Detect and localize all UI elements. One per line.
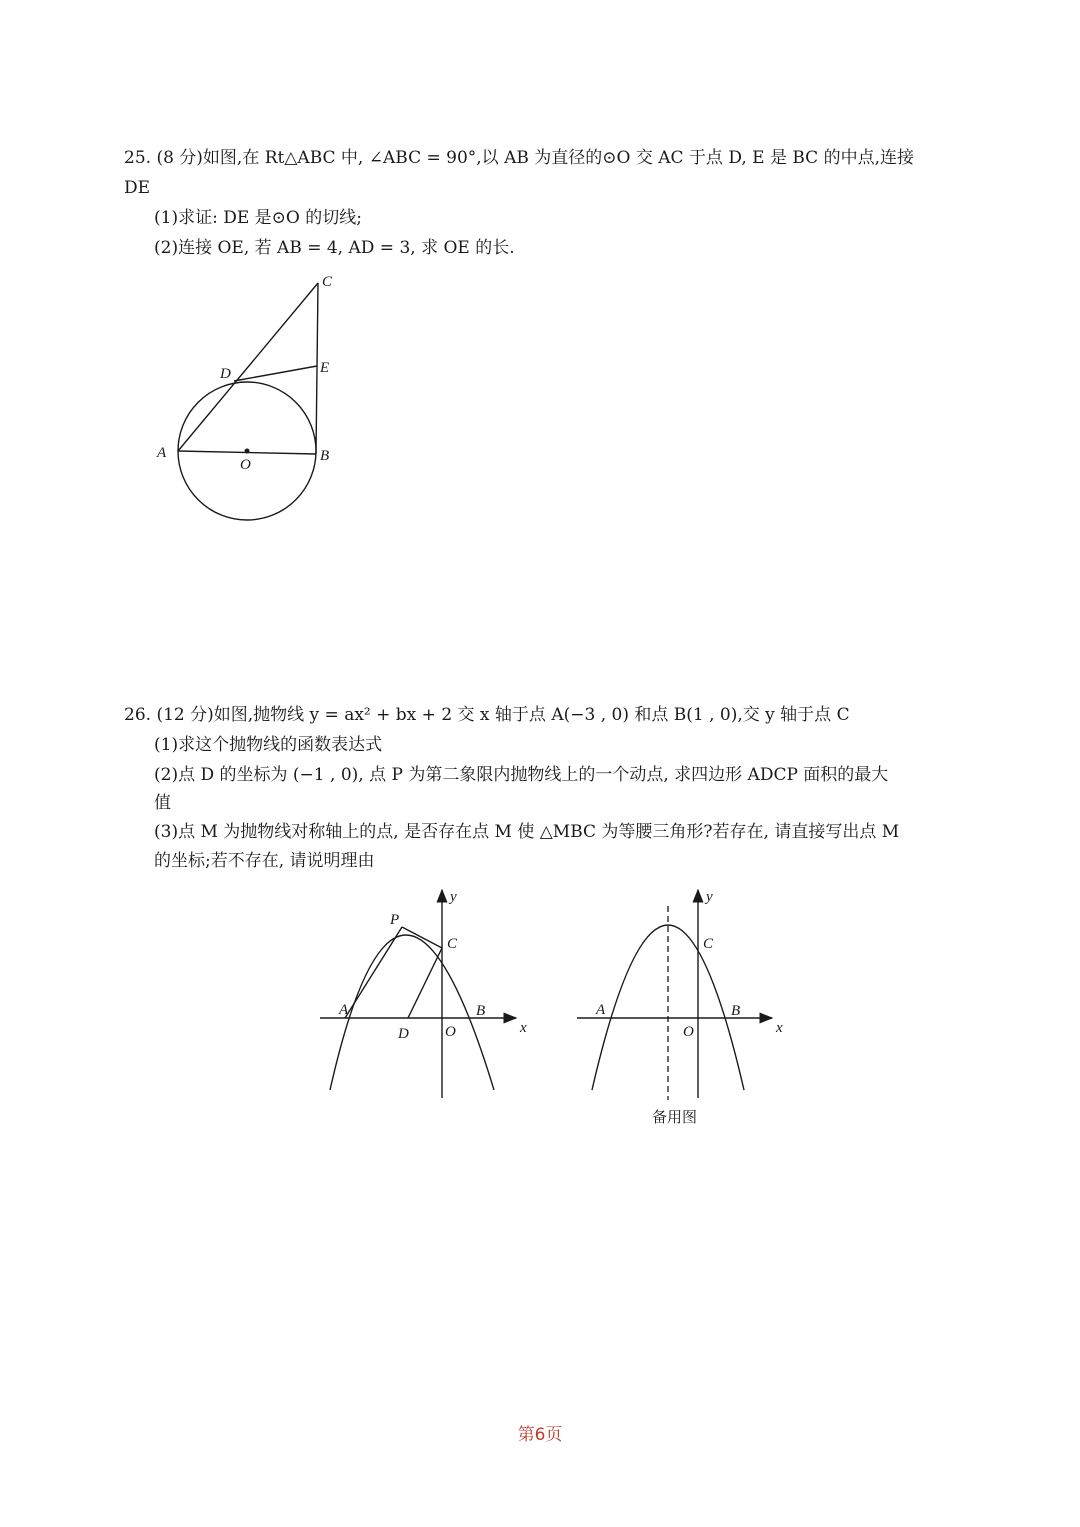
fig1-label-c: C [447, 936, 458, 952]
fig1-label-p: P [390, 912, 400, 928]
q26-part3a: (3)点 M 为抛物线对称轴上的点, 是否存在点 M 使 △MBC 为等腰三角形?若存在, 请直接写出点 M [154, 822, 900, 842]
fig1-label-o: O [445, 1024, 456, 1040]
fig2-label-x: x [776, 1020, 783, 1036]
q25-figure [150, 265, 350, 530]
segment-ap [345, 927, 402, 1018]
q26-part3b: 的坐标;若不存在, 请说明理由 [154, 851, 375, 871]
parabola [330, 935, 494, 1090]
segment-ac [178, 283, 318, 451]
fig2-label-y: y [706, 889, 713, 905]
q26-part1: (1)求这个抛物线的函数表达式 [154, 735, 383, 755]
q25-line1: 25. (8 分)如图,在 Rt△ABC 中, ∠ABC = 90°,以 AB 为直径的⊙O 交 AC 于点 D, E 是 BC 的中点,连接 [124, 148, 914, 168]
q26-line1: 26. (12 分)如图,抛物线 y = ax² + bx + 2 交 x 轴于点 A(−3 , 0) 和点 B(1 , 0),交 y 轴于点 C [124, 705, 850, 725]
segment-pc [402, 927, 442, 948]
fig2-label-o: O [683, 1024, 694, 1040]
fig1-label-x: x [520, 1020, 527, 1036]
label-d: D [220, 366, 231, 382]
q25-line2: DE [124, 178, 151, 198]
label-b: B [320, 448, 330, 464]
fig2-caption: 备用图 [652, 1108, 698, 1126]
fig1-label-d: D [398, 1026, 409, 1042]
fig1-label-y: y [450, 889, 457, 905]
q26-figure2 [570, 880, 795, 1130]
q25-part1: (1)求证: DE 是⊙O 的切线; [154, 208, 362, 228]
fig1-label-b: B [476, 1003, 486, 1019]
segment-bc [316, 283, 318, 454]
label-a: A [157, 445, 167, 461]
segment-cd [408, 948, 442, 1018]
page-number: 第6页 [517, 1425, 563, 1445]
label-c: C [322, 274, 333, 290]
fig2-label-b: B [731, 1003, 741, 1019]
q26-figure1 [315, 880, 540, 1102]
q26-part2a: (2)点 D 的坐标为 (−1 , 0), 点 P 为第二象限内抛物线上的一个动点, 求四边形 ADCP 面积的最大 [154, 765, 889, 785]
fig2-label-c: C [703, 936, 714, 952]
label-o: O [240, 457, 251, 473]
center-dot [245, 449, 250, 454]
fig1-label-a: A [339, 1002, 349, 1018]
q26-part2b: 值 [154, 793, 171, 813]
label-e: E [320, 360, 330, 376]
fig2-label-a: A [596, 1002, 606, 1018]
q25-part2: (2)连接 OE, 若 AB = 4, AD = 3, 求 OE 的长. [154, 238, 515, 258]
